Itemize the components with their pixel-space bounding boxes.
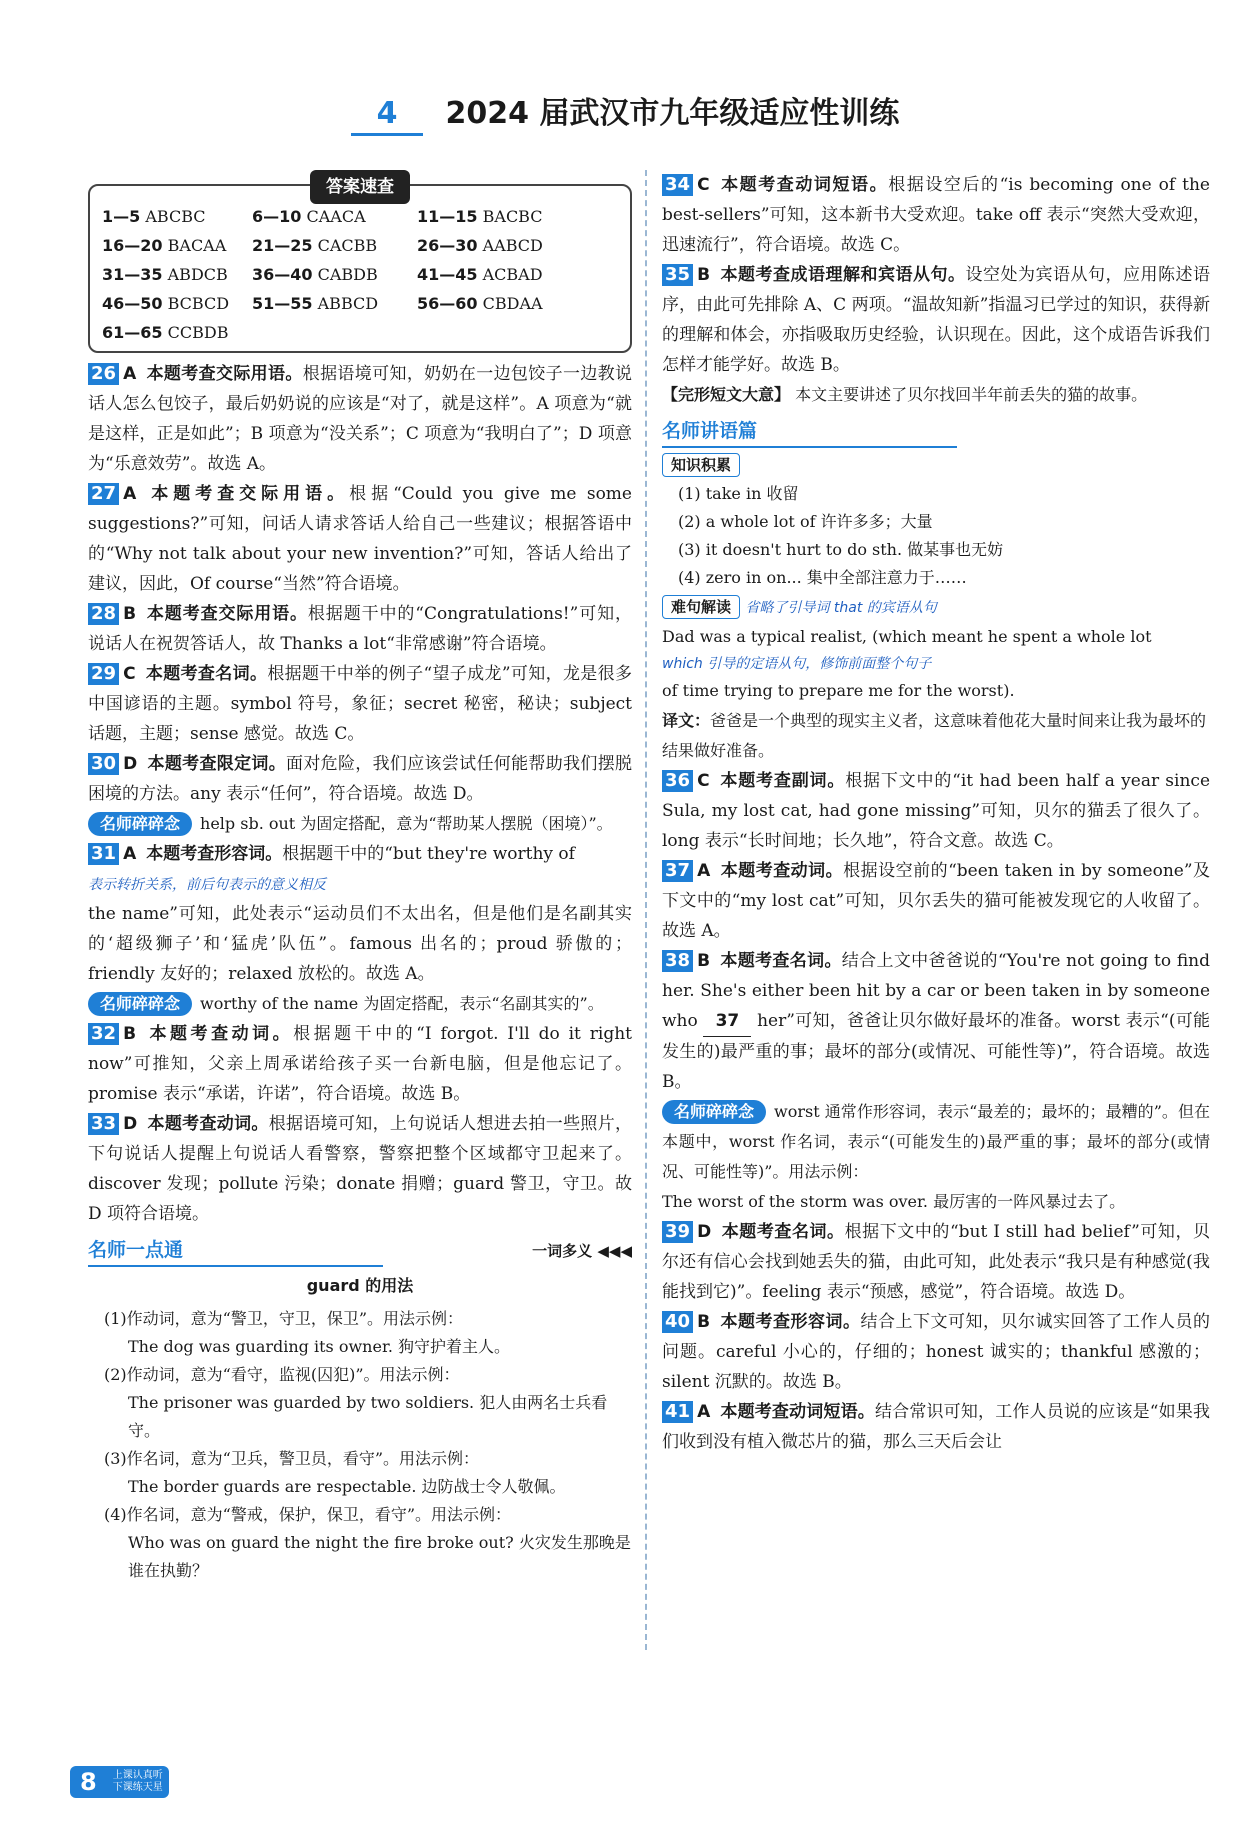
title-text: 2024 届武汉市九年级适应性训练 bbox=[445, 96, 900, 131]
answer-cell: 51—55 ABBCD bbox=[252, 294, 379, 313]
answer-tag: 答案速查 bbox=[310, 170, 410, 204]
answer-cell: 31—35 ABDCB bbox=[102, 265, 228, 284]
teacher-tip: 名师碎碎念 help sb. out 为固定搭配，意为“帮助某人摆脱（困境）”。 bbox=[88, 809, 632, 839]
answer-cell: 26—30 AABCD bbox=[417, 236, 543, 255]
knowledge-list: (1) take in 收留 (2) a whole lot of 许许多多；大量 (3) it doesn't hurt to do sth. 做某事也无妨 (4) zero in on... 集中全部注意力于…… bbox=[678, 484, 1004, 587]
page-footer bbox=[70, 1766, 169, 1798]
column-divider bbox=[645, 170, 647, 1650]
handwritten-note: 省略了引导词 that 的宾语从句 bbox=[745, 600, 937, 616]
teacher-tip: 名师碎碎念 worst 通常作形容词，表示“最差的；最坏的；最糟的”。但在本题中，worst 作名词，表示“(可能发生的)最严重的事；最坏的部分(或情况、可能性等)”。用法示例： The worst of the storm was over. 最厉害的一阵风暴过去了。 bbox=[662, 1102, 1210, 1211]
page-number: 8 bbox=[70, 1766, 107, 1798]
guard-title: guard 的用法 bbox=[306, 1276, 414, 1295]
guard-usage-list: (1)作动词，意为“警卫，守卫，保卫”。用法示例： The dog was guarding its owner. 狗守护着主人。 (2)作动词，意为“看守，监视(囚犯)”。用法示例： The prisoner was guarded by two soldiers. 犯人由两名士兵看守。 (3)作名词，意为“卫兵，警卫员，看守”。用法示例： The border guards are respectable. 边防战士令人敬佩。 (4)作名词，意为“警戒，保护，保卫，看守”。用法示例： Who was on guard the night the fire broke out? 火灾发生那晚是谁在执勤？ bbox=[104, 1309, 631, 1580]
answer-cell: 21—25 CACBB bbox=[252, 236, 378, 255]
answer-cell: 41—45 ACBAD bbox=[417, 265, 543, 284]
section-label: 名师讲语篇 bbox=[662, 416, 957, 448]
answer-cell: 36—40 CABDB bbox=[252, 265, 378, 284]
tip-badge: 名师碎碎念 bbox=[662, 1100, 766, 1124]
question-34: 34 C 本题考查动词短语。根据设空后的“is becoming one of the best-sellers”可知，这本新书大受欢迎。take off 表示“突然大受欢迎，迅速流行”，符合语境。故选 C。 bbox=[662, 174, 1210, 255]
question-35: 35 B 本题考查成语理解和宾语从句。设空处为宾语从句，应用陈述语序，由此可先排除 A、C 两项。“温故知新”指温习已学过的知识，获得新的理解和体会，亦指吸取历史经验，认识现在。因此，这个成语告诉我们怎样才能学好。故选 B。 bbox=[662, 264, 1211, 375]
question-37: 37 A 本题考查动词。根据设空前的“been taken in by someone”及下文中的“my lost cat”可知，贝尔丢失的猫可能被发现它的人收留了。故选 A。 bbox=[662, 860, 1211, 941]
answer-cell: 1—5 ABCBC bbox=[102, 207, 206, 226]
footer-slogan: 上课认真听 下课练天星 bbox=[107, 1766, 169, 1798]
blank-37: 37 bbox=[703, 1006, 751, 1037]
question-31: 31 A 本题考查形容词。根据题干中的“but they're worthy of 表示转折关系，前后句表示的意义相反 the name”可知，此处表示“运动员们不太出名，但是他们是名副其实的‘超级狮子’和‘猛虎’队伍”。famous 出名的；proud 骄傲的；friendly 友好的；relaxed 放松的。故选 A。 bbox=[88, 843, 632, 984]
answer-quick-check bbox=[88, 177, 632, 353]
tip-badge: 名师碎碎念 bbox=[88, 812, 192, 836]
answer-grid bbox=[102, 202, 618, 347]
answer-cell: 46—50 BCBCD bbox=[102, 294, 230, 313]
answer-cell: 56—60 CBDAA bbox=[417, 294, 543, 313]
question-26: 26 A 本题考查交际用语。根据语境可知，奶奶在一边包饺子一边教说话人怎么包饺子，最后奶奶说的应该是“对了，就是这样”。A 项意为“就是这样，正是如此”；B 项意为“没关系”；C 项意为“我明白了”；D 项意为“乐意效劳”。故选 A。 bbox=[88, 363, 633, 474]
handwritten-note: which 引导的定语从句，修饰前面整个句子 bbox=[662, 656, 932, 672]
left-column bbox=[88, 170, 632, 1585]
knowledge-tag: 知识积累 bbox=[662, 453, 740, 477]
hard-sentence-tag: 难句解读 bbox=[662, 595, 740, 619]
question-40: 40 B 本题考查形容词。结合上下文可知，贝尔诚实回答了工作人员的问题。careful 小心的，仔细的；honest 诚实的；thankful 感激的；silent 沉默的。故选 B。 bbox=[662, 1311, 1211, 1392]
question-41: 41 A 本题考查动词短语。结合常识可知，工作人员说的应该是“如果我们收到没有植入微芯片的猫，那么三天后会让 bbox=[662, 1401, 1210, 1452]
section-header bbox=[88, 1235, 632, 1267]
question-32: 32 B 本题考查动词。根据题干中的“I forgot. I'll do it right now”可推知，父亲上周承诺给孩子买一台新电脑，但是他忘记了。promise 表示“承诺，许诺”，符合语境。故选 B。 bbox=[88, 1023, 633, 1104]
question-28: 28 B 本题考查交际用语。根据题干中的“Congratulations!”可知，说话人在祝贺答话人，故 Thanks a lot“非常感谢”符合语境。 bbox=[88, 603, 632, 654]
page-title bbox=[0, 88, 1250, 136]
hard-sentence: Dad was a typical realist, (which meant he spent a whole lot which 引导的定语从句，修饰前面整个句子 of time trying to prepare me for the worst). 译文：爸爸是一个典型的现实主义者，这意味着他花大量时间来让我为最坏的结果做好准备。 bbox=[662, 622, 1210, 766]
section-subtitle: 一词多义 ◀◀◀ bbox=[532, 1242, 632, 1260]
right-column bbox=[662, 170, 1210, 1457]
answer-cell: 16—20 BACAA bbox=[102, 236, 227, 255]
teacher-tip: 名师碎碎念 worthy of the name 为固定搭配，表示“名副其实的”。 bbox=[88, 989, 632, 1019]
question-33: 33 D 本题考查动词。根据语境可知，上句说话人想进去拍一些照片，下句说话人提醒上句说话人看警察，警察把整个区域都守卫起来了。discover 发现；pollute 污染；donate 捐赠；guard 警卫，守卫。故 D 项符合语境。 bbox=[88, 1113, 633, 1224]
section-label: 名师一点通 bbox=[88, 1235, 383, 1267]
answer-cell: 6—10 CAACA bbox=[252, 207, 366, 226]
answer-cell: 11—15 BACBC bbox=[417, 207, 543, 226]
question-38: 38 B 本题考查名词。结合上文中爸爸说的“You're not going to find her. She's either been hit by a car or been taken in by someone who 37 her”可知，爸爸让贝尔做好最坏的准备。worst 表示“(可能发生的)最严重的事；最坏的部分(或情况、可能性等)”，符合语境。故选 B。 bbox=[662, 950, 1211, 1092]
question-36: 36 C 本题考查副词。根据下文中的“it had been half a year since Sula, my lost cat, had gone missing”可知，贝尔的猫丢了很久了。long 表示“长时间地；长久地”，符合文意。故选 C。 bbox=[662, 770, 1211, 851]
answer-cell: 61—65 CCBDB bbox=[102, 323, 229, 342]
question-39: 39 D 本题考查名词。根据下文中的“but I still had belief”可知，贝尔还有信心会找到她丢失的猫，由此可知，此处表示“我只是有种感觉(我能找到它)”。feeling 表示“预感，感觉”，符合语境。故选 D。 bbox=[662, 1221, 1211, 1302]
section-header bbox=[662, 416, 1210, 448]
handwritten-note: 表示转折关系，前后句表示的意义相反 bbox=[88, 877, 326, 893]
question-30: 30 D 本题考查限定词。面对危险，我们应该尝试任何能帮助我们摆脱困境的方法。any 表示“任何”，符合语境。故选 D。 bbox=[88, 753, 633, 804]
tip-badge: 名师碎碎念 bbox=[88, 992, 192, 1016]
question-29: 29 C 本题考查名词。根据题干中举的例子“望子成龙”可知，龙是很多中国谚语的主题。symbol 符号，象征；secret 秘密，秘诀；subject 话题，主题；sense 感觉。故选 C。 bbox=[88, 663, 632, 744]
cloze-summary: 【完形短文大意】 本文主要讲述了贝尔找回半年前丢失的猫的故事。 bbox=[662, 385, 1148, 404]
question-27: 27 A 本题考查交际用语。根据“Could you give me some suggestions?”可知，问话人请求答话人给自己一些建议；根据答语中的“Why not talk about your new invention?”可知，答话人给出了建议，因此，Of course“当然”符合语境。 bbox=[88, 483, 632, 594]
unit-number: 4 bbox=[351, 96, 424, 136]
